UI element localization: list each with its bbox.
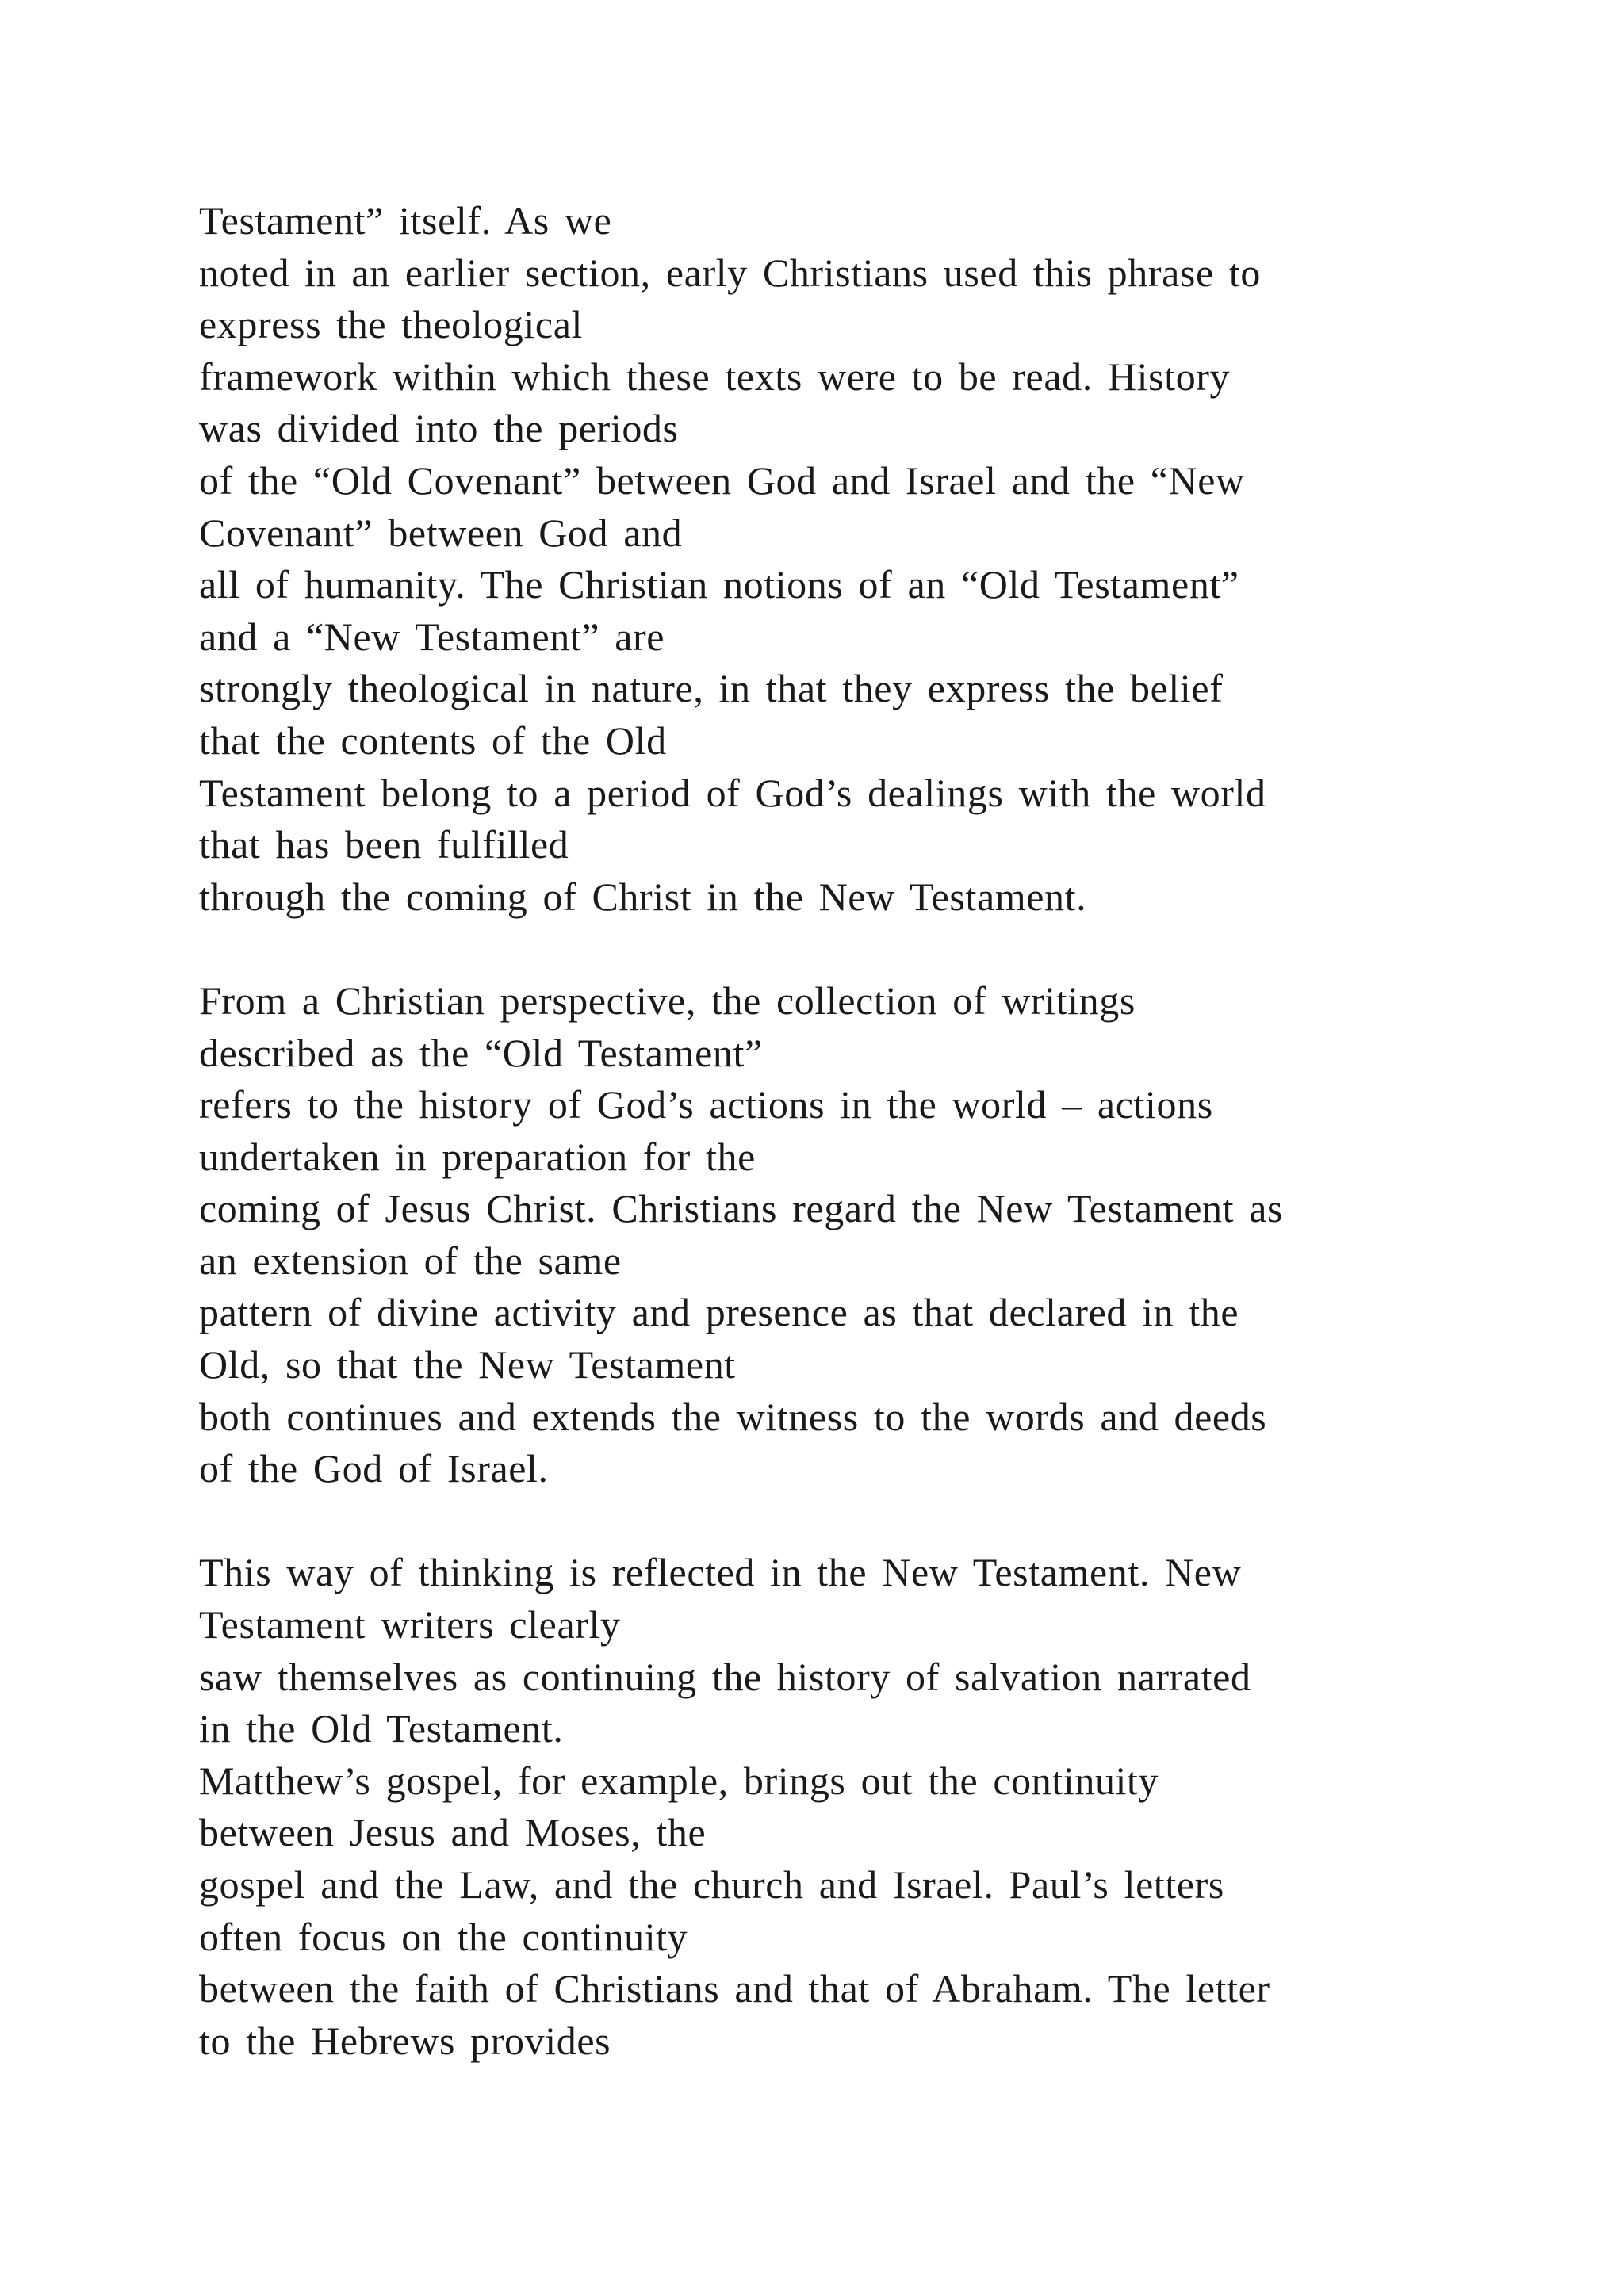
paragraph-1 [199, 195, 1547, 923]
text-line: of the God of Israel. [199, 1446, 549, 1491]
text-line: framework within which these texts were to be read. History [199, 354, 1231, 399]
text-line: to the Hebrews provides [199, 2018, 611, 2063]
text-line: both continues and extends the witness to the words and deeds [199, 1394, 1267, 1439]
text-line: Testament” itself. As we [199, 198, 612, 243]
text-line: This way of thinking is reflected in the New Testament. New [199, 1550, 1242, 1595]
text-line: an extension of the same [199, 1238, 622, 1283]
text-line: From a Christian perspective, the collection of writings [199, 978, 1136, 1023]
text-line: often focus on the continuity [199, 1914, 688, 1959]
text-line: express the theological [199, 302, 583, 347]
text-line: Old, so that the New Testament [199, 1342, 736, 1387]
text-line: gospel and the Law, and the church and Israel. Paul’s letters [199, 1862, 1224, 1907]
text-line: described as the “Old Testament” [199, 1030, 763, 1075]
text-line: between Jesus and Moses, the [199, 1810, 707, 1855]
text-line: undertaken in preparation for the [199, 1134, 756, 1179]
text-line: Testament writers clearly [199, 1602, 621, 1647]
text-line: noted in an earlier section, early Christians used this phrase to [199, 250, 1261, 295]
text-line: coming of Jesus Christ. Christians regard the New Testament as [199, 1186, 1284, 1231]
text-line: all of humanity. The Christian notions of an “Old Testament” [199, 562, 1239, 607]
paragraph-2 [199, 975, 1547, 1495]
text-line: and a “New Testament” are [199, 614, 665, 659]
text-line: Testament belong to a period of God’s dealings with the world [199, 770, 1266, 815]
text-line: through the coming of Christ in the New Testament. [199, 874, 1087, 919]
text-line: of the “Old Covenant” between God and Israel and the “New [199, 457, 1245, 503]
text-line: was divided into the periods [199, 406, 679, 451]
text-line: Covenant” between God and [199, 510, 683, 555]
text-line: pattern of divine activity and presence as that declared in the [199, 1290, 1239, 1335]
text-line: that the contents of the Old [199, 718, 667, 763]
text-line: in the Old Testament. [199, 1706, 564, 1751]
text-line: saw themselves as continuing the history of salvation narrated [199, 1654, 1251, 1699]
paragraph-3 [199, 1547, 1547, 2067]
text-line: between the faith of Christians and that of Abraham. The letter [199, 1966, 1270, 2011]
text-line: refers to the history of God’s actions in the world – actions [199, 1082, 1213, 1127]
document-body [199, 195, 1547, 2067]
text-line: that has been fulfilled [199, 822, 569, 867]
text-line: Matthew’s gospel, for example, brings out the continuity [199, 1758, 1159, 1803]
text-line: strongly theological in nature, in that they express the belief [199, 666, 1224, 711]
